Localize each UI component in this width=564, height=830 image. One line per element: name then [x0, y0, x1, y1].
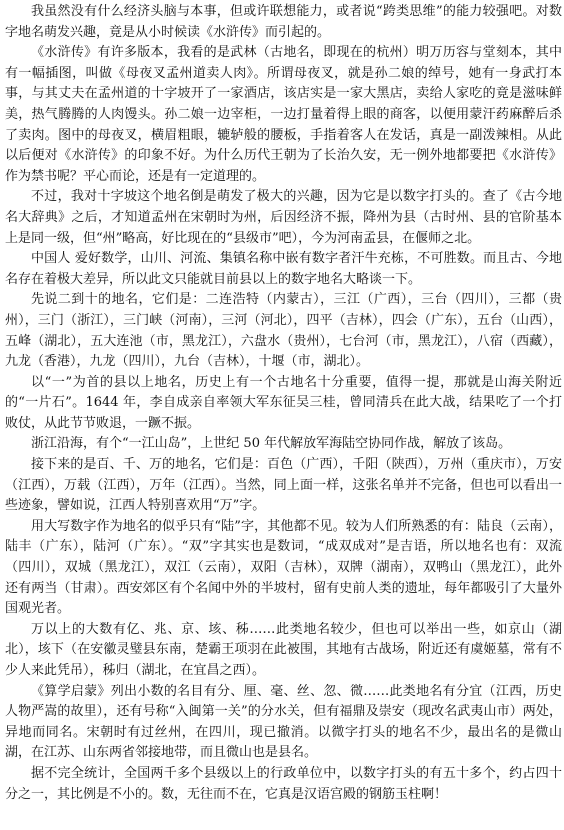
- paragraph: 我虽然没有什么经济头脑与本事，但或许联想能力，或者说“跨类思维”的能力较强吧。对数字地名萌发兴趣，竟是从小时候读《水浒传》而引起的。: [5, 4, 562, 40]
- paragraph: 中国人 爱好数学，山川、河流、集镇名称中嵌有数字者汗牛充栋，不可胜数。而且古、今地名存在着极大差异，所以此文只能就目前县以上的数字地名大略谈一下。: [5, 251, 562, 287]
- paragraph: 浙江沿海，有个“一江山岛”，上世纪 50 年代解放军海陆空协同作战，解放了该岛。: [31, 436, 512, 452]
- paragraph: 用大写数字作为地名的似乎只有“陆”字，其他都不见。较为人们所熟悉的有：陆良（云南），陆丰（广东），陆河（广东）。“双”字其实也是数词，“成双成对”是吉语，所以地名也有：双流（四川），双城（黑龙江），双江（云南），双阳（吉林），双牌（湖南），双鸭山（黑龙江），此外还有两当（甘肃）。西安郊区有个名闻中外的半坡村，留有史前人类的遗址，每年都吸引了大量外国观光者。: [5, 518, 562, 617]
- paragraph: 先说二到十的地名，它们是：二连浩特（内蒙古），三江（广西），三台（四川），三都（贵州），三门（浙江），三门峡（河南），三河（河北），四平（吉林），四会（广东），五台（山西），五峰（湖北），五大连池（市，黑龙江），六盘水（贵州），七台河（市，黑龙江），八宿（西藏），九龙（香港），九龙（四川），九台（吉林），十堰（市，湖北）。: [5, 292, 562, 370]
- paragraph: 《水浒传》有许多版本，我看的是武林（古地名，即现在的杭州）明万历容与堂刻本，其中有一幅插图，叫做《母夜叉孟州道卖人肉》。所谓母夜叉，就是孙二娘的绰号，她有一身武打本事，与其丈夫在孟州道的十字坡开了一家酒店，该店实是一家大黑店，卖给人家吃的竟是滋味鲜美，热气腾腾的人肉馒头。孙二娘一边宰柜，一边打量着得上眼的商客，以便用蒙汗药麻醉后杀了卖肉。图中的母夜叉，横眉粗眼，辘轳般的腰板，手指着客人在发话，真是一副泼辣相。从此以后便对《水浒传》的印象不好。为什么历代王朝为了长治久安，无一例外地都要把《水浒传》作为禁书呢？平心而论，还是有一定道理的。: [5, 45, 562, 184]
- paragraph: 据不完全统计，全国两千多个县级以上的行政单位中，以数字打头的有五十多个，约占四十分之一，其比例是不小的。数，无往而不在，它真是汉语宫殿的钢筋玉柱啊！: [5, 765, 562, 802]
- paragraph: 不过，我对十字坡这个地名倒是萌发了极大的兴趣，因为它是以数字打头的。查了《古今地名大辞典》之后，才知道孟州在宋朝时为州，后因经济不振，降州为县（古时州、县的官阶基本上是同一级，但“州”略高，好比现在的“县级市”吧），今为河南孟县，在偃师之北。: [5, 189, 562, 246]
- paragraph: 万以上的大数有亿、兆、京、垓、秭……此类地名较少，但也可以举出一些，如京山（湖北），垓下（在安徽灵璧县东南，楚霸王项羽在此被围，其地有古战场，附近还有虞姬墓，常有不少人来此凭吊），秭归（湖北，在宜昌之西）。: [5, 621, 562, 678]
- paragraph: 接下来的是百、千、万的地名，它们是：百色（广西），千阳（陕西），万州（重庆市），万安（江西），万载（江西），万年（江西）。当然，同上面一样，这张名单并不完备，但也可以看出一些迹象，譬如说，江西人特别喜欢用“万”字。: [5, 457, 562, 514]
- paragraph: 以“一”为首的县以上地名，历史上有一个古地名十分重要，值得一提，那就是山海关附近的“一片石”。1644 年，李自成亲自率领大军东征吴三桂，曾同清兵在此大战，结果吃了一个打败仗，从此节节败退，一蹶不振。: [5, 374, 562, 431]
- paragraph: 《算学启蒙》列出小数的名目有分、厘、毫、丝、忽、微……此类地名有分宜（江西，历史人物严嵩的故里），还有号称“入闽第一关”的分水关，但有福鼎及崇安（现改名武夷山市）两处，异地而同名。宋朝时有过丝州，在四川，现已撤消。以微字打头的地名不少，最出名的是微山湖，在江苏、山东两省邻接地带，而且微山也是县名。: [5, 683, 562, 761]
